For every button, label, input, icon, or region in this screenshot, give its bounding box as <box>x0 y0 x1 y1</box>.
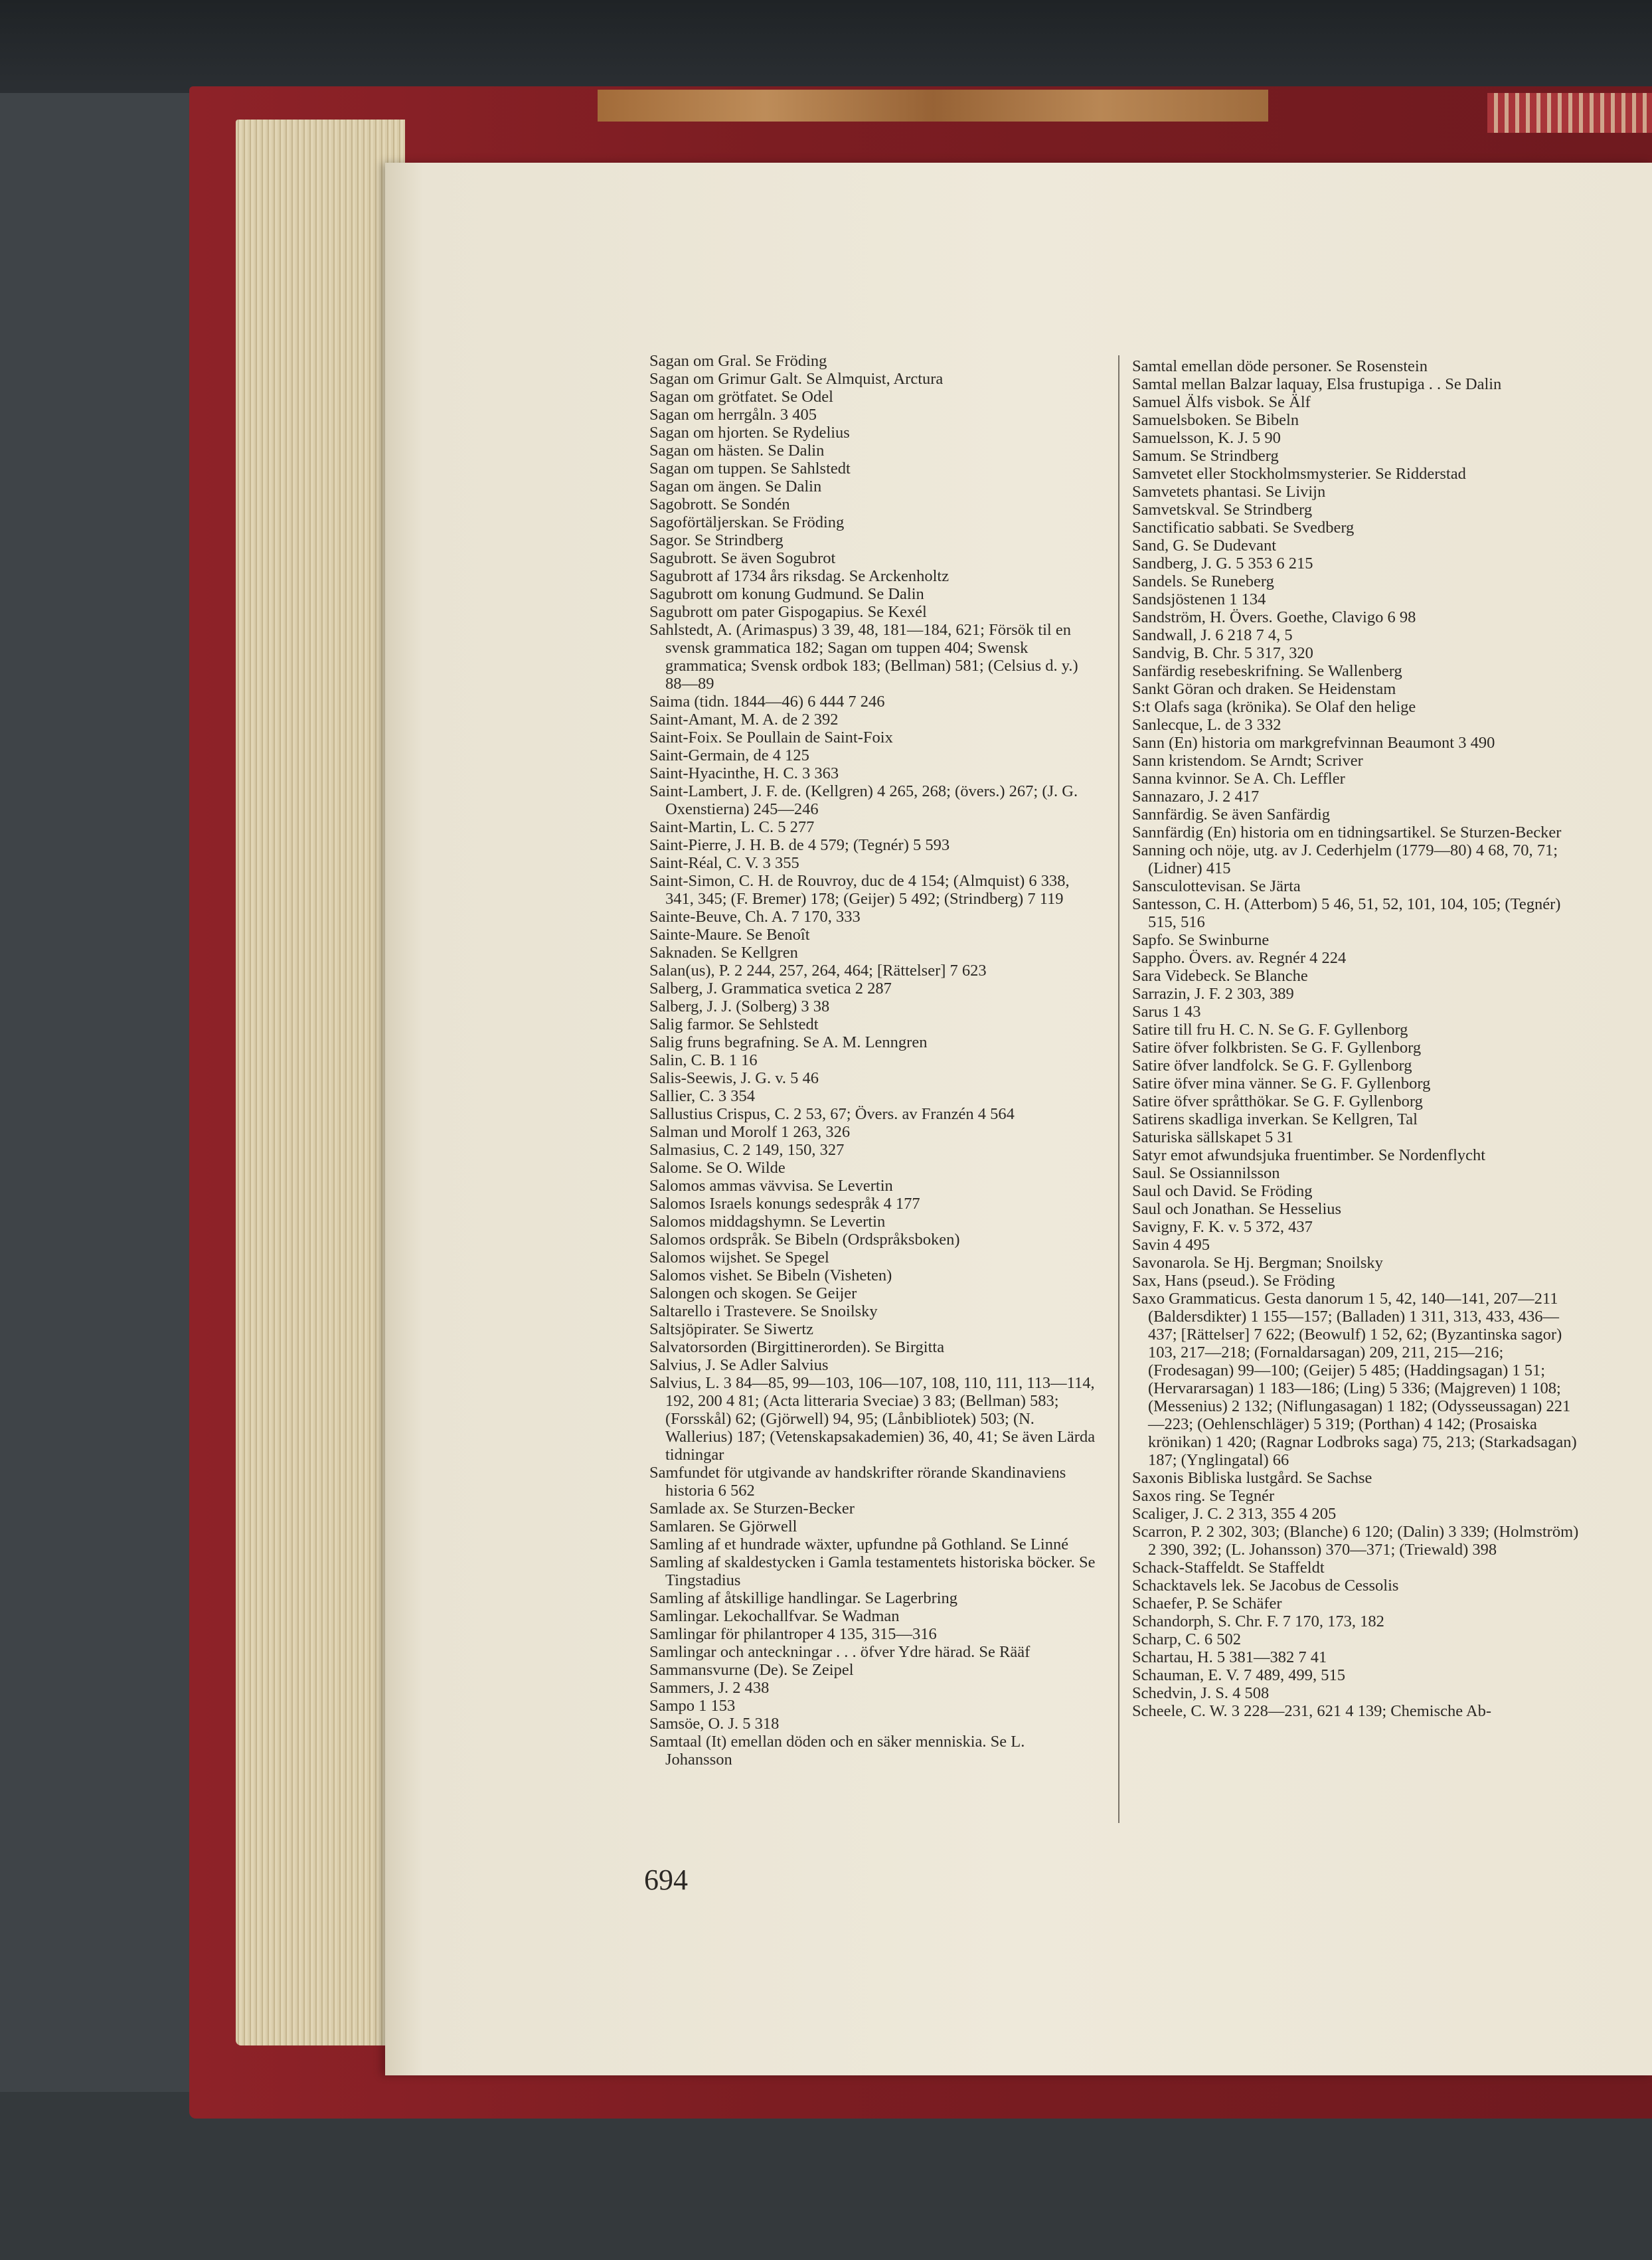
index-entry: Samling af skaldestycken i Gamla testamentets historiska böcker. Se Tingstadius <box>649 1553 1096 1589</box>
index-entry: Schauman, E. V. 7 489, 499, 515 <box>1132 1666 1345 1684</box>
index-entry: Sahlstedt, A. (Arimaspus) 3 39, 48, 181—184, 621; Försök til en svensk grammatica 182; Sagan om tuppen 404; Swensk grammatica; Svensk ordbok 183; (Bellman) 581; (Celsius d. y.) 88—89 <box>649 621 1078 693</box>
index-entry: Saul och Jonathan. Se Hesselius <box>1132 1200 1342 1218</box>
index-entry: Samlingar och anteckningar . . . öfver Ydre härad. Se Rääf <box>649 1643 1031 1661</box>
index-column-left <box>649 352 1096 1769</box>
index-entry: Saturiska sällskapet 5 31 <box>1132 1128 1293 1146</box>
index-entry: Satirens skadliga inverkan. Se Kellgren, Tal <box>1132 1110 1418 1128</box>
index-entry: Samum. Se Strindberg <box>1132 447 1279 465</box>
index-entry: Sann (En) historia om markgrefvinnan Beaumont 3 490 <box>1132 734 1495 752</box>
index-entry: Sallier, C. 3 354 <box>649 1087 755 1105</box>
index-entry: Sagan om herrgåln. 3 405 <box>649 406 817 424</box>
page-number: 694 <box>644 1864 688 1896</box>
index-entry: Sandström, H. Övers. Goethe, Clavigo 6 98 <box>1132 608 1416 626</box>
index-entry: Satire öfver folkbristen. Se G. F. Gyllenborg <box>1132 1039 1422 1057</box>
index-entry: Sanctificatio sabbati. Se Svedberg <box>1132 519 1355 537</box>
index-entry: Schartau, H. 5 381—382 7 41 <box>1132 1648 1327 1666</box>
index-entry: Sarrazin, J. F. 2 303, 389 <box>1132 985 1294 1003</box>
index-entry: Saint-Hyacinthe, H. C. 3 363 <box>649 764 839 782</box>
index-entry: Sainte-Maure. Se Benoît <box>649 926 810 944</box>
cover-marbled-edge <box>598 90 1268 122</box>
index-entry: Sanna kvinnor. Se A. Ch. Leffler <box>1132 770 1345 788</box>
index-entry: Sandwall, J. 6 218 7 4, 5 <box>1132 626 1293 644</box>
index-entry: Sainte-Beuve, Ch. A. 7 170, 333 <box>649 908 861 926</box>
index-entry: Saul. Se Ossiannilsson <box>1132 1164 1280 1182</box>
index-entry: Sanlecque, L. de 3 332 <box>1132 716 1281 734</box>
index-entry: Salig fruns begrafning. Se A. M. Lenngren <box>649 1033 928 1051</box>
column-divider <box>1118 355 1119 1823</box>
index-entry: Scharp, C. 6 502 <box>1132 1630 1241 1648</box>
index-entry: Sagan om grötfatet. Se Odel <box>649 388 833 406</box>
index-entry: Sagubrott om konung Gudmund. Se Dalin <box>649 585 924 603</box>
index-entry: Saint-Amant, M. A. de 2 392 <box>649 711 839 729</box>
index-entry: Salberg, J. Grammatica svetica 2 287 <box>649 980 892 998</box>
index-entry: Saima (tidn. 1844—46) 6 444 7 246 <box>649 693 885 711</box>
index-entry: Sankt Göran och draken. Se Heidenstam <box>1132 680 1396 698</box>
index-entry: Sanfärdig resebeskrifning. Se Wallenberg <box>1132 662 1402 680</box>
index-entry: Samtaal (It) emellan döden och en säker menniskia. Se L. Johansson <box>649 1733 1025 1769</box>
index-entry: Saint-Germain, de 4 125 <box>649 746 809 764</box>
index-entry: Salis-Seewis, J. G. v. 5 46 <box>649 1069 819 1087</box>
index-entry: Samsöe, O. J. 5 318 <box>649 1715 780 1733</box>
index-entry: Salin, C. B. 1 16 <box>649 1051 758 1069</box>
index-entry: Sagubrott. Se även Sogubrot <box>649 549 836 567</box>
index-entry: Sagobrott. Se Sondén <box>649 495 790 513</box>
index-entry: Samlade ax. Se Sturzen-Becker <box>649 1500 855 1518</box>
index-entry: Saxos ring. Se Tegnér <box>1132 1487 1275 1505</box>
index-entry: Sagan om Gral. Se Fröding <box>649 352 827 370</box>
index-entry: Sappho. Övers. av. Regnér 4 224 <box>1132 949 1347 967</box>
index-entry: Samuelsson, K. J. 5 90 <box>1132 429 1281 447</box>
index-entry: Saint-Pierre, J. H. B. de 4 579; (Tegnér) 5 593 <box>649 836 950 854</box>
index-entry: Scheele, C. W. 3 228—231, 621 4 139; Chemische Ab- <box>1132 1702 1491 1720</box>
index-entry: Salomos middagshymn. Se Levertin <box>649 1213 886 1231</box>
index-entry: Salvius, L. 3 84—85, 99—103, 106—107, 108, 110, 111, 113—114, 192, 200 4 81; (Acta litteraria Sveciae) 3 83; (Bellman) 583; (Forsskål) 62; (Gjörwell) 94, 95; (Lånbibliotek) 503; (N. Wallerius) 187; (Vetenskapsakademien) 36, 40, 41; Se även Lärda tidningar <box>649 1374 1096 1464</box>
index-entry: Samuelsboken. Se Bibeln <box>1132 411 1299 429</box>
index-entry: Sagan om tuppen. Se Sahlstedt <box>649 460 851 478</box>
index-entry: Schacktavels lek. Se Jacobus de Cessolis <box>1132 1577 1399 1595</box>
index-entry: Sansculottevisan. Se Järta <box>1132 877 1301 895</box>
index-entry: Saul och David. Se Fröding <box>1132 1182 1313 1200</box>
index-entry: Sax, Hans (pseud.). Se Fröding <box>1132 1272 1335 1290</box>
index-entry: Salomos ordspråk. Se Bibeln (Ordspråksboken) <box>649 1231 960 1249</box>
index-entry: Sagan om Grimur Galt. Se Almquist, Arctura <box>649 370 944 388</box>
background-top <box>0 0 1652 93</box>
index-entry: Satire öfver mina vänner. Se G. F. Gyllenborg <box>1132 1075 1431 1092</box>
index-entry: Savigny, F. K. v. 5 372, 437 <box>1132 1218 1313 1236</box>
index-entry: Sagan om ängen. Se Dalin <box>649 478 822 495</box>
index-entry: Samtal emellan döde personer. Se Rosenstein <box>1132 357 1428 375</box>
index-entry: Saint-Simon, C. H. de Rouvroy, duc de 4 154; (Almquist) 6 338, 341, 345; (F. Bremer) 178; (Geijer) 5 492; (Strindberg) 7 119 <box>649 872 1070 908</box>
index-entry: Salan(us), P. 2 244, 257, 264, 464; [Rättelser] 7 623 <box>649 962 987 980</box>
index-column-right <box>1132 357 1584 1720</box>
index-entry: Salongen och skogen. Se Geijer <box>649 1284 857 1302</box>
index-entry: Sann kristendom. Se Arndt; Scriver <box>1132 752 1363 770</box>
index-entry: Salomos Israels konungs sedespråk 4 177 <box>649 1195 920 1213</box>
index-entry: Salomos ammas vävvisa. Se Levertin <box>649 1177 893 1195</box>
page-block-edge <box>236 120 405 2045</box>
index-entry: Savonarola. Se Hj. Bergman; Snoilsky <box>1132 1254 1383 1272</box>
index-entry: Samling af et hundrade wäxter, upfundne på Gothland. Se Linné <box>649 1535 1069 1553</box>
index-entry: Scaliger, J. C. 2 313, 355 4 205 <box>1132 1505 1337 1523</box>
index-entry: Sammansvurne (De). Se Zeipel <box>649 1661 854 1679</box>
index-entry: Salman und Morolf 1 263, 326 <box>649 1123 851 1141</box>
index-entry: Sapfo. Se Swinburne <box>1132 931 1270 949</box>
index-entry: Samtal mellan Balzar laquay, Elsa frustupiga . . Se Dalin <box>1132 375 1502 393</box>
index-entry: Sanning och nöje, utg. av J. Cederhjelm (1779—80) 4 68, 70, 71; (Lidner) 415 <box>1132 841 1558 877</box>
index-entry: Samuel Älfs visbok. Se Älf <box>1132 393 1311 411</box>
index-entry: Salvatorsorden (Birgittinerorden). Se Birgitta <box>649 1338 945 1356</box>
index-entry: Samlingar för philantroper 4 135, 315—316 <box>649 1625 937 1643</box>
index-entry: Samfundet för utgivande av handskrifter rörande Skandinaviens historia 6 562 <box>649 1464 1066 1500</box>
index-entry: Santesson, C. H. (Atterbom) 5 46, 51, 52, 101, 104, 105; (Tegnér) 515, 516 <box>1132 895 1561 931</box>
index-entry: Sagoförtäljerskan. Se Fröding <box>649 513 845 531</box>
index-entry: Salmasius, C. 2 149, 150, 327 <box>649 1141 845 1159</box>
index-entry: Samlingar. Lekochallfvar. Se Wadman <box>649 1607 900 1625</box>
index-entry: Schack-Staffeldt. Se Staffeldt <box>1132 1559 1325 1577</box>
index-entry: Scarron, P. 2 302, 303; (Blanche) 6 120; (Dalin) 3 339; (Holmström) 2 390, 392; (L. Johansson) 370—371; (Triewald) 398 <box>1132 1523 1579 1559</box>
index-entry: Sannazaro, J. 2 417 <box>1132 788 1260 806</box>
index-entry: Sampo 1 153 <box>649 1697 736 1715</box>
index-entry: Samvetskval. Se Strindberg <box>1132 501 1313 519</box>
index-entry: Sagan om hjorten. Se Rydelius <box>649 424 850 442</box>
index-entry: Sallustius Crispus, C. 2 53, 67; Övers. av Franzén 4 564 <box>649 1105 1015 1123</box>
index-entry: Satyr emot afwundsjuka fruentimber. Se Nordenflycht <box>1132 1146 1486 1164</box>
index-entry: Sandsjöstenen 1 134 <box>1132 590 1266 608</box>
index-entry: Sandels. Se Runeberg <box>1132 572 1274 590</box>
index-entry: Saltarello i Trastevere. Se Snoilsky <box>649 1302 878 1320</box>
index-entry: Sandvig, B. Chr. 5 317, 320 <box>1132 644 1313 662</box>
index-entry: Sagor. Se Strindberg <box>649 531 784 549</box>
index-entry: Saxo Grammaticus. Gesta danorum 1 5, 42, 140—141, 207—211 (Baldersdikter) 1 155—157; (Balladen) 1 311, 313, 433, 436—437; [Rättelser] 7 622; (Beowulf) 1 52, 62; (Byzantinska sagor) 103, 217—218; (Fornaldarsagan) 209, 211, 215—216; (Frodesagan) 99—100; (Geijer) 5 485; (Haddingsagan) 1 51; (Hervararsagan) 1 183—186; (Ling) 5 336; (Majgreven) 1 108; (Messenius) 2 132; (Niflungasagan) 1 182; (Odysseussagan) 221—223; (Oehlenschläger) 5 319; (Porthan) 4 142; (Prosaiska krönikan) 1 420; (Ragnar Lodbroks saga) 75, 213; (Starkadsagan) 187; (Ynglingatal) 66 <box>1132 1290 1577 1469</box>
index-entry: Sagan om hästen. Se Dalin <box>649 442 825 460</box>
index-entry: Salomos vishet. Se Bibeln (Visheten) <box>649 1266 892 1284</box>
index-entry: Satire öfver språtthökar. Se G. F. Gyllenborg <box>1132 1092 1423 1110</box>
index-entry: Sagubrott om pater Gispogapius. Se Kexél <box>649 603 927 621</box>
index-entry: Salig farmor. Se Sehlstedt <box>649 1015 819 1033</box>
index-entry: Saltsjöpirater. Se Siwertz <box>649 1320 813 1338</box>
index-entry: Sara Videbeck. Se Blanche <box>1132 967 1308 985</box>
index-entry: Samling af åtskillige handlingar. Se Lagerbring <box>649 1589 958 1607</box>
index-entry: Sagubrott af 1734 års riksdag. Se Arckenholtz <box>649 567 950 585</box>
index-entry: Schaefer, P. Se Schäfer <box>1132 1595 1282 1612</box>
index-entry: Sannfärdig. Se även Sanfärdig <box>1132 806 1330 824</box>
index-entry: Schedvin, J. S. 4 508 <box>1132 1684 1270 1702</box>
index-entry: Sarus 1 43 <box>1132 1003 1201 1021</box>
index-entry: Sammers, J. 2 438 <box>649 1679 770 1697</box>
index-entry: Salberg, J. J. (Solberg) 3 38 <box>649 998 830 1015</box>
index-entry: Samlaren. Se Gjörwell <box>649 1518 797 1535</box>
index-entry: Saint-Réal, C. V. 3 355 <box>649 854 799 872</box>
index-entry: Saknaden. Se Kellgren <box>649 944 798 962</box>
index-entry: Sandberg, J. G. 5 353 6 215 <box>1132 555 1313 572</box>
index-entry: Satire öfver landfolck. Se G. F. Gyllenborg <box>1132 1057 1412 1075</box>
index-entry: Saxonis Bibliska lustgård. Se Sachse <box>1132 1469 1372 1487</box>
index-entry: Saint-Foix. Se Poullain de Saint-Foix <box>649 729 893 746</box>
index-entry: Samvetets phantasi. Se Livijn <box>1132 483 1326 501</box>
index-entry: Savin 4 495 <box>1132 1236 1210 1254</box>
index-entry: Saint-Lambert, J. F. de. (Kellgren) 4 265, 268; (övers.) 267; (J. G. Oxenstierna) 245—246 <box>649 782 1078 818</box>
cover-headband <box>1487 93 1652 133</box>
index-entry: Samvetet eller Stockholmsmysterier. Se Ridderstad <box>1132 465 1466 483</box>
index-entry: Salome. Se O. Wilde <box>649 1159 785 1177</box>
index-entry: S:t Olafs saga (krönika). Se Olaf den helige <box>1132 698 1416 716</box>
index-entry: Schandorph, S. Chr. F. 7 170, 173, 182 <box>1132 1612 1384 1630</box>
index-entry: Saint-Martin, L. C. 5 277 <box>649 818 815 836</box>
index-entry: Satire till fru H. C. N. Se G. F. Gyllenborg <box>1132 1021 1408 1039</box>
index-entry: Sannfärdig (En) historia om en tidningsartikel. Se Sturzen-Becker <box>1132 824 1562 841</box>
index-entry: Salvius, J. Se Adler Salvius <box>649 1356 829 1374</box>
index-entry: Salomos wijshet. Se Spegel <box>649 1249 829 1266</box>
index-entry: Sand, G. Se Dudevant <box>1132 537 1277 555</box>
